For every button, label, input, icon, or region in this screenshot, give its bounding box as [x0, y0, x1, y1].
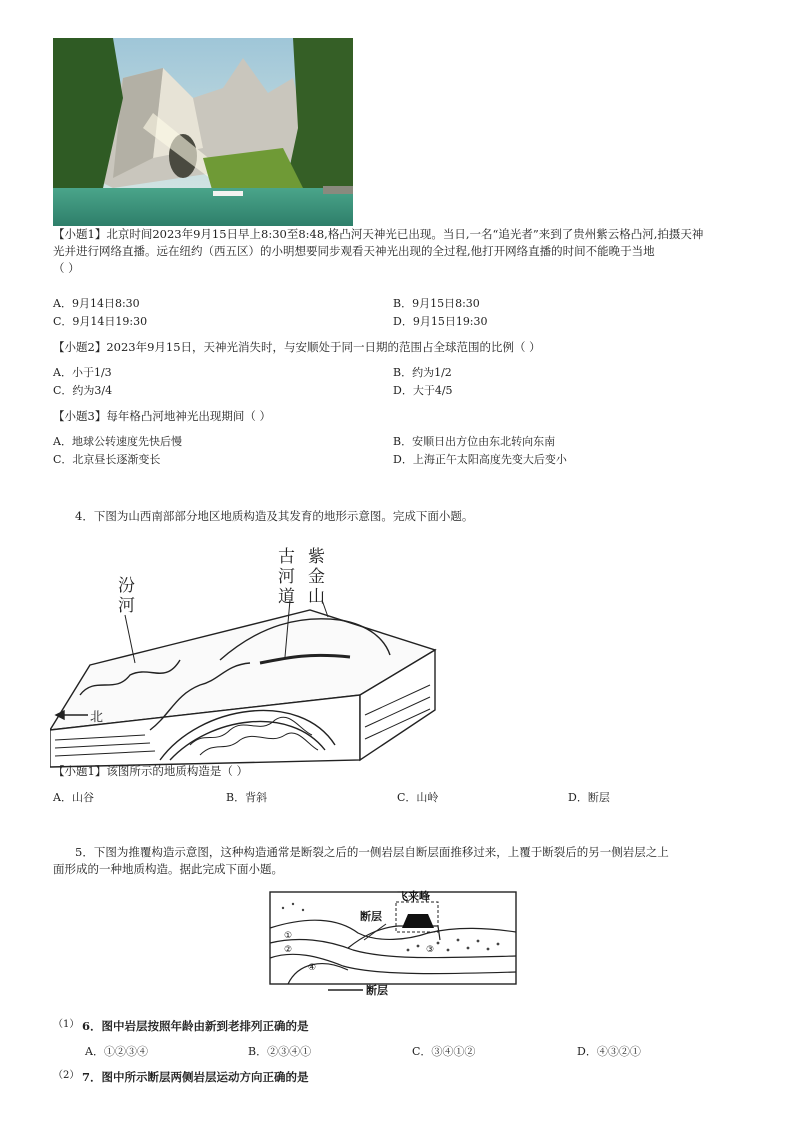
duanceng-bottom-label: 断层: [366, 984, 388, 997]
q1-stem-line3: （ ）: [53, 261, 80, 275]
q4-option-b[interactable]: B．背斜: [226, 791, 268, 804]
q5-sub1-option-d[interactable]: D．④③②①: [577, 1045, 641, 1058]
q4-option-a[interactable]: A．山谷: [53, 791, 94, 804]
stratum-2-label: ②: [284, 945, 293, 955]
feilaifeng-label: 飞来峰: [397, 890, 430, 903]
q3-option-d[interactable]: D．上海正午太阳高度先变大后变小: [393, 453, 567, 466]
zijinshan-label-1: 紫: [308, 547, 325, 567]
q2-option-c[interactable]: C．约为3/4: [53, 384, 113, 397]
q4-sub-stem: 【小题1】该图所示的地质构造是（ ）: [53, 764, 248, 778]
q4-option-c[interactable]: C．山岭: [397, 791, 439, 804]
q5-sub2-stem: 7．图中所示断层两侧岩层运动方向正确的是: [82, 1070, 309, 1084]
q5-sub1-option-b[interactable]: B．②③④①: [248, 1045, 312, 1058]
stratum-1-label: ①: [284, 931, 293, 941]
canyon-photo-illustration: [53, 38, 353, 226]
q1-option-b[interactable]: B．9月15日8:30: [393, 297, 480, 310]
q5-sub2-number: （2）: [53, 1070, 80, 1081]
thrust-structure-diagram: [268, 888, 520, 1006]
guhedao-label-3: 道: [278, 587, 295, 607]
q1-option-d[interactable]: D．9月15日19:30: [393, 315, 488, 328]
q5-sub1-number: （1）: [53, 1019, 80, 1030]
q1-stem-line2: 光并进行网络直播。远在纽约（西五区）的小明想要同步观看天神光出现的全过程,他打开网络直播的时间不能晚于当地: [53, 244, 655, 258]
stratum-4-label: ④: [308, 963, 317, 973]
q3-option-c[interactable]: C．北京昼长逐渐变长: [53, 453, 161, 466]
geologic-block-diagram-svg: [50, 545, 440, 770]
q3-option-a[interactable]: A．地球公转速度先快后慢: [53, 435, 182, 448]
q3-option-b[interactable]: B．安顺日出方位由东北转向东南: [393, 435, 556, 448]
q5-sub1-stem: 6．图中岩层按照年龄由新到老排列正确的是: [82, 1019, 309, 1033]
q4-intro: 4．下图为山西南部部分地区地质构造及其发育的地形示意图。完成下面小题。: [75, 509, 474, 523]
fenhe-label-1: 汾: [118, 576, 135, 596]
q2-option-d[interactable]: D．大于4/5: [393, 384, 453, 397]
q2-option-a[interactable]: A．小于1/3: [53, 366, 112, 379]
q5-sub1-option-c[interactable]: C．③④①②: [412, 1045, 476, 1058]
q1-option-c[interactable]: C．9月14日19:30: [53, 315, 148, 328]
guhedao-label-1: 古: [278, 547, 295, 567]
duanceng-top-label: 断层: [360, 910, 382, 923]
q2-stem: 【小题2】2023年9月15日，天神光消失时，与安顺处于同一日期的范围占全球范围的比例（ ）: [53, 340, 541, 354]
north-label: 北: [90, 710, 104, 725]
stratum-3-label: ③: [426, 945, 435, 955]
q5-intro-line2: 面形成的一种地质构造。据此完成下面小题。: [53, 862, 283, 876]
q3-stem: 【小题3】每年格凸河地神光出现期间（ ）: [53, 409, 271, 423]
guhedao-label-2: 河: [278, 567, 295, 587]
fenhe-label-2: 河: [118, 596, 135, 616]
q2-option-b[interactable]: B．约为1/2: [393, 366, 452, 379]
geologic-block-diagram: [50, 545, 440, 770]
thrust-structure-diagram-svg: [268, 888, 520, 1006]
q4-option-d[interactable]: D．断层: [568, 791, 610, 804]
canyon-photo: [53, 38, 353, 226]
q1-option-a[interactable]: A．9月14日8:30: [53, 297, 140, 310]
q1-stem-line1: 【小题1】北京时间2023年9月15日早上8:30至8:48,格凸河天神光已出现。当日,一名“追光者”来到了贵州紫云格凸河,拍摄天神: [53, 227, 704, 241]
zijinshan-label-2: 金: [308, 567, 325, 587]
q5-intro-line1: 5．下图为推覆构造示意图，这种构造通常是断裂之后的一侧岩层自断层面推移过来，上覆于断裂后的另一侧岩层之上: [75, 845, 669, 859]
q5-sub1-option-a[interactable]: A．①②③④: [85, 1045, 148, 1058]
zijinshan-label-3: 山: [308, 587, 325, 607]
